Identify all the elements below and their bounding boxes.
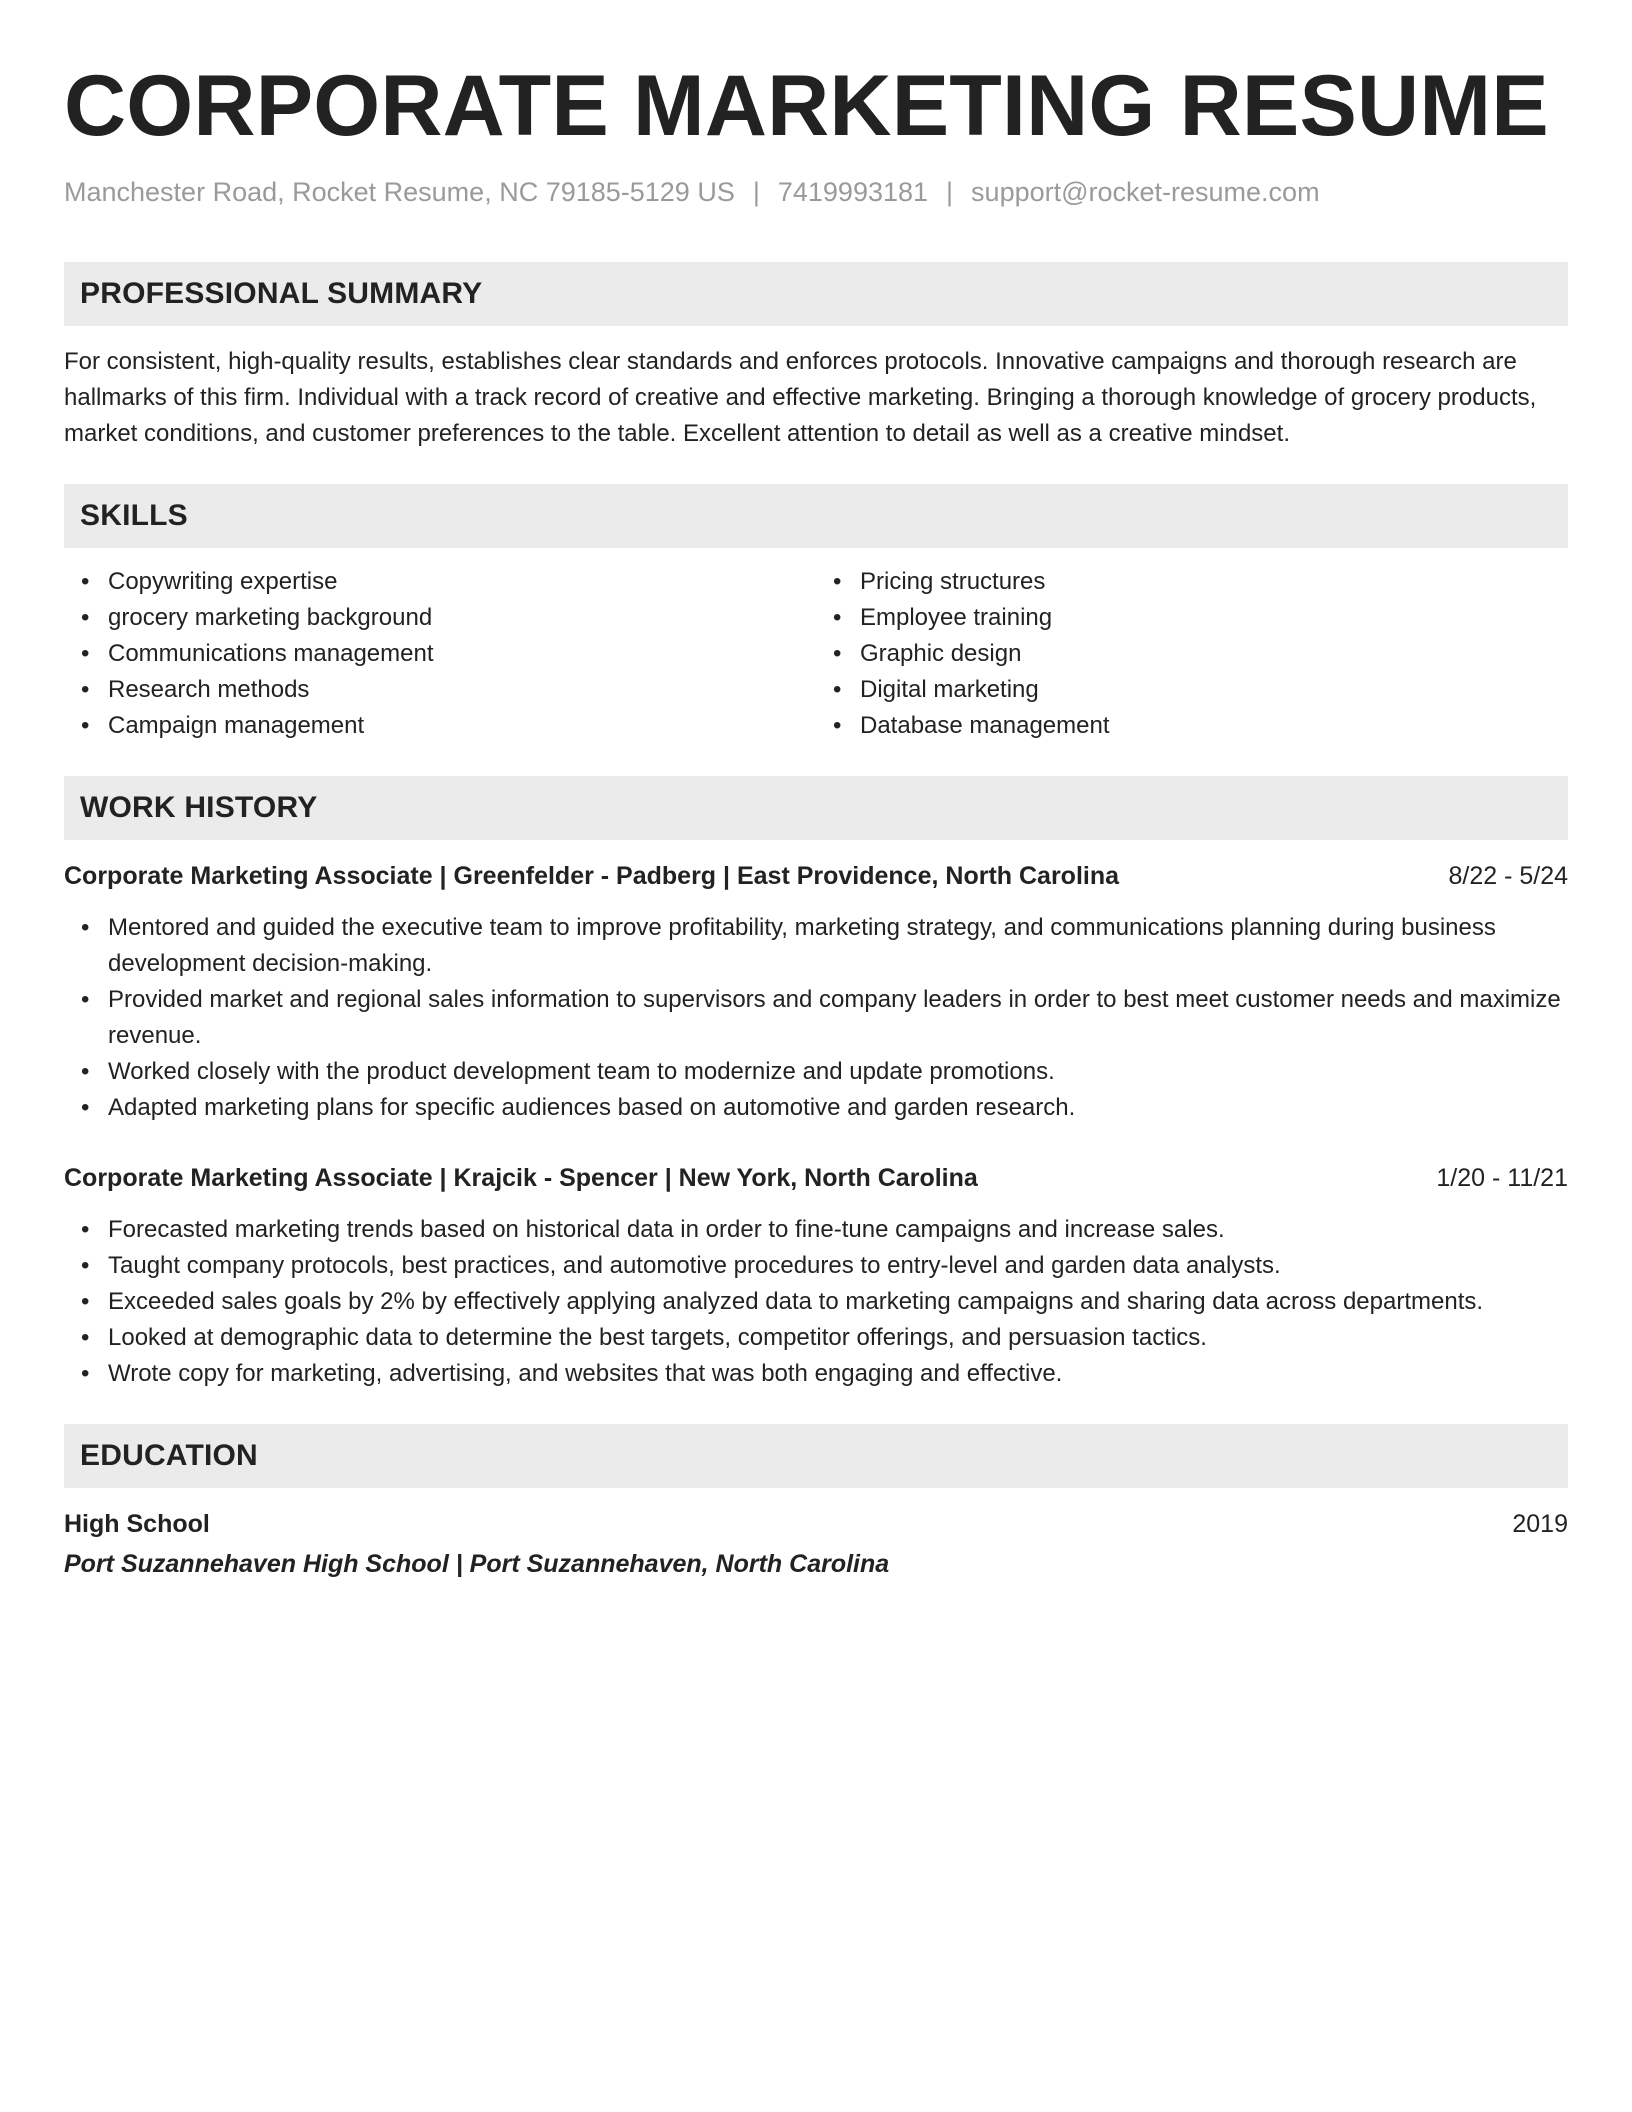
- bullet-icon: •: [81, 604, 90, 631]
- job-bullet: [81, 982, 1568, 1054]
- contact-separator: |: [752, 177, 760, 207]
- skills-section-header: [64, 484, 1568, 548]
- job-entry: [64, 1160, 1568, 1392]
- bullet-icon: •: [81, 1094, 90, 1121]
- job-bullet-list: [64, 910, 1568, 1126]
- job-bullet: [81, 1356, 1568, 1392]
- skill-label: Campaign management: [108, 712, 365, 739]
- job-bullet-text: Wrote copy for marketing, advertising, and websites that was both engaging and effective.: [108, 1360, 1063, 1387]
- job-bullet-list: [64, 1212, 1568, 1392]
- education-school: Port Suzannehaven High School | Port Suzannehaven, North Carolina: [64, 1550, 890, 1578]
- summary-heading: PROFESSIONAL SUMMARY: [80, 277, 483, 310]
- job-bullet: [81, 1284, 1568, 1320]
- skill-label: Communications management: [108, 640, 434, 667]
- skill-label: Research methods: [108, 676, 310, 703]
- education-header: [64, 1506, 1568, 1542]
- education-degree: High School: [64, 1510, 210, 1538]
- contact-separator: |: [946, 177, 954, 207]
- bullet-icon: •: [81, 1360, 90, 1387]
- job-header: [64, 858, 1568, 894]
- skills-columns: [64, 564, 1568, 744]
- job-header: [64, 1160, 1568, 1196]
- bullet-icon: •: [81, 676, 90, 703]
- bullet-icon: •: [833, 712, 842, 739]
- job-bullet-text: Exceeded sales goals by 2% by effectively applying analyzed data to marketing campaigns and sharing data across departments.: [108, 1288, 1484, 1315]
- job-title: Corporate Marketing Associate | Greenfelder - Padberg | East Providence, North Carolina: [64, 862, 1120, 890]
- skill-item: [81, 564, 816, 600]
- skill-label: Pricing structures: [860, 568, 1046, 595]
- education-year: 2019: [1512, 1510, 1568, 1538]
- job-bullet: [81, 1090, 1568, 1126]
- skill-item: [833, 564, 1568, 600]
- job-dates: 1/20 - 11/21: [1436, 1164, 1568, 1192]
- job-bullet: [81, 1054, 1568, 1090]
- bullet-icon: •: [833, 676, 842, 703]
- bullet-icon: •: [81, 712, 90, 739]
- bullet-icon: •: [81, 1216, 90, 1243]
- job-bullet: [81, 1212, 1568, 1248]
- bullet-icon: •: [81, 1252, 90, 1279]
- education-heading: EDUCATION: [80, 1439, 258, 1472]
- contact-address: Manchester Road, Rocket Resume, NC 79185-5129 US: [64, 177, 735, 207]
- job-bullet-text: Taught company protocols, best practices, and automotive procedures to entry-level and garden data analysts.: [108, 1252, 1281, 1279]
- skills-heading: SKILLS: [80, 499, 188, 532]
- skill-label: Database management: [860, 712, 1110, 739]
- job-bullet: [81, 1248, 1568, 1284]
- skill-label: grocery marketing background: [108, 604, 433, 631]
- work-heading: WORK HISTORY: [80, 791, 318, 824]
- job-bullet-text: Forecasted marketing trends based on historical data in order to fine-tune campaigns and increase sales.: [108, 1216, 1225, 1243]
- bullet-icon: •: [81, 568, 90, 595]
- bullet-icon: •: [81, 1288, 90, 1315]
- summary-text: For consistent, high-quality results, establishes clear standards and enforces protocols. Innovative campaigns and thorough research are hallmarks of this firm. Individual with a track record of creative and effective marketing. Bringing a thorough knowledge of grocery products, market conditions, and customer preferences to the table. Excellent attention to detail as well as a creative mindset.: [64, 348, 1537, 447]
- job-bullet-text: Worked closely with the product development team to modernize and update promotions.: [108, 1058, 1055, 1085]
- bullet-icon: •: [833, 604, 842, 631]
- bullet-icon: •: [833, 568, 842, 595]
- bullet-icon: •: [81, 986, 90, 1013]
- skill-item: [81, 600, 816, 636]
- skill-item: [833, 636, 1568, 672]
- skill-label: Graphic design: [860, 640, 1022, 667]
- job-bullet: [81, 1320, 1568, 1356]
- skill-label: Employee training: [860, 604, 1053, 631]
- job-bullet: [81, 910, 1568, 982]
- skill-label: Digital marketing: [860, 676, 1039, 703]
- job-bullet-text: Mentored and guided the executive team to improve profitability, marketing strategy, and communications planning during business development decision-making.: [108, 914, 1496, 977]
- skill-item: [81, 708, 816, 744]
- contact-line: [64, 174, 1568, 210]
- skill-item: [833, 600, 1568, 636]
- bullet-icon: •: [81, 640, 90, 667]
- skills-list-right: [816, 564, 1568, 744]
- summary-section-header: [64, 262, 1568, 326]
- skill-label: Copywriting expertise: [108, 568, 338, 595]
- bullet-icon: •: [833, 640, 842, 667]
- job-bullet-text: Provided market and regional sales information to supervisors and company leaders in order to best meet customer needs and maximize revenue.: [108, 986, 1561, 1049]
- skill-item: [833, 708, 1568, 744]
- skills-list-left: [64, 564, 816, 744]
- resume-title: CORPORATE MARKETING RESUME: [64, 58, 1549, 154]
- education-section-header: [64, 1424, 1568, 1488]
- bullet-icon: •: [81, 1058, 90, 1085]
- skill-item: [833, 672, 1568, 708]
- job-bullet-text: Looked at demographic data to determine the best targets, competitor offerings, and persuasion tactics.: [108, 1324, 1207, 1351]
- work-section-header: [64, 776, 1568, 840]
- job-entry: [64, 858, 1568, 1126]
- education-entry: [64, 1506, 1568, 1582]
- contact-phone: 7419993181: [777, 177, 929, 207]
- bullet-icon: •: [81, 1324, 90, 1351]
- job-bullet-text: Adapted marketing plans for specific audiences based on automotive and garden research.: [108, 1094, 1076, 1121]
- bullet-icon: •: [81, 914, 90, 941]
- skill-item: [81, 672, 816, 708]
- job-title: Corporate Marketing Associate | Krajcik - Spencer | New York, North Carolina: [64, 1164, 978, 1192]
- contact-email: support@rocket-resume.com: [971, 177, 1320, 207]
- job-dates: 8/22 - 5/24: [1448, 862, 1568, 890]
- skill-item: [81, 636, 816, 672]
